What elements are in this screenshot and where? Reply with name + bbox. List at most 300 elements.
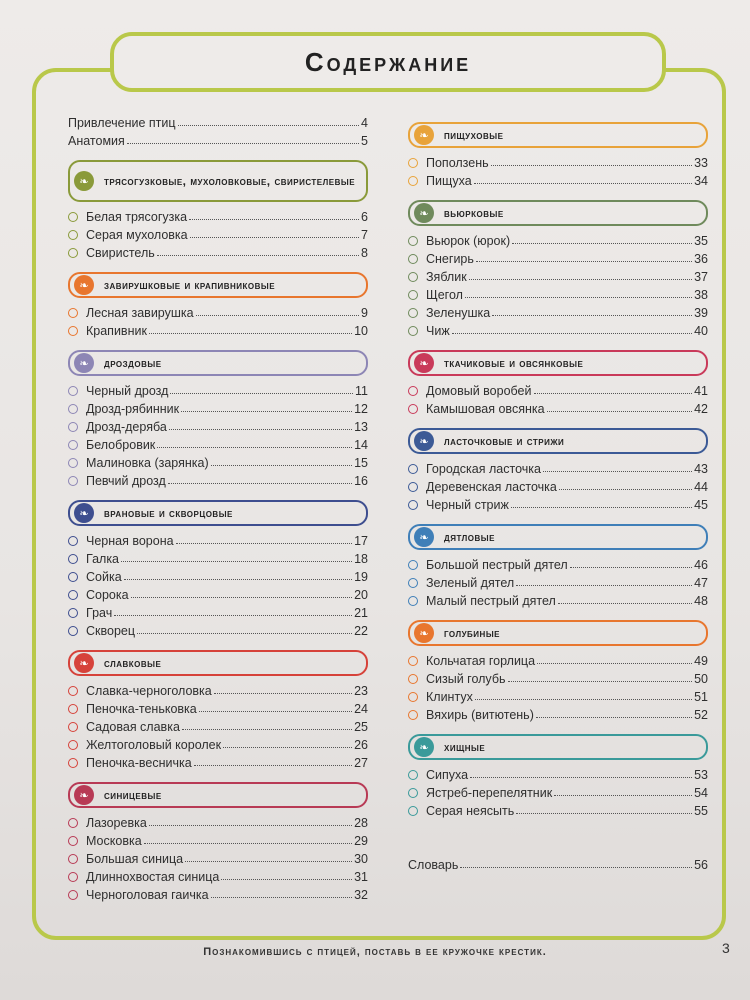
left-column	[68, 112, 368, 902]
intro-page: 5	[361, 134, 368, 148]
page-ref: 52	[694, 708, 708, 722]
leader-dots	[460, 866, 692, 868]
leader-dots	[536, 716, 692, 718]
bird-name: Большая синица	[86, 852, 184, 866]
title-banner	[110, 32, 666, 92]
checkbox-circle[interactable]	[68, 476, 78, 486]
page-ref: 16	[354, 474, 368, 488]
checkbox-circle[interactable]	[408, 158, 418, 168]
section-group	[408, 734, 708, 818]
leader-dots	[182, 728, 352, 730]
leader-dots	[470, 776, 692, 778]
page-ref: 28	[354, 816, 368, 830]
bird-name: Поползень	[426, 156, 489, 170]
section-heading	[68, 350, 368, 376]
list-item	[68, 812, 368, 830]
leader-dots	[127, 142, 359, 144]
checkbox-circle[interactable]	[68, 554, 78, 564]
list-item	[408, 152, 708, 170]
page-ref: 49	[694, 654, 708, 668]
section-heading-label: славковые	[104, 655, 162, 670]
page-ref: 34	[694, 174, 708, 188]
checkbox-circle[interactable]	[408, 290, 418, 300]
page-ref: 30	[354, 852, 368, 866]
section-heading	[68, 650, 368, 676]
page-ref: 46	[694, 558, 708, 572]
list-item	[68, 398, 368, 416]
checkbox-circle[interactable]	[68, 308, 78, 318]
list-item	[408, 704, 708, 722]
section-group	[68, 350, 368, 488]
section-heading	[408, 428, 708, 454]
right-column	[408, 122, 708, 872]
bird-name: Зяблик	[426, 270, 467, 284]
page-ref: 32	[354, 888, 368, 902]
intro-page: 4	[361, 116, 368, 130]
glossary-line	[408, 854, 708, 872]
glossary-page: 56	[694, 858, 708, 872]
page-ref: 23	[354, 684, 368, 698]
section-heading-label: врановые и скворцовые	[104, 505, 233, 520]
leader-dots	[516, 812, 692, 814]
bird-name: Скворец	[86, 624, 136, 638]
bird-name: Вьюрок (юрок)	[426, 234, 511, 248]
page-ref: 21	[354, 606, 368, 620]
leader-dots	[114, 614, 352, 616]
checkbox-circle[interactable]	[68, 386, 78, 396]
page-ref: 20	[354, 588, 368, 602]
page-ref: 26	[354, 738, 368, 752]
list-item	[408, 686, 708, 704]
leader-dots	[474, 182, 692, 184]
list-item	[408, 248, 708, 266]
page-ref: 31	[354, 870, 368, 884]
page-ref: 37	[694, 270, 708, 284]
section-heading	[68, 782, 368, 808]
page-ref: 35	[694, 234, 708, 248]
list-item	[408, 398, 708, 416]
leader-dots	[469, 278, 692, 280]
checkbox-circle[interactable]	[408, 710, 418, 720]
list-item	[68, 206, 368, 224]
list-item	[68, 470, 368, 488]
leader-dots	[516, 584, 692, 586]
intro-label: Анатомия	[68, 134, 125, 148]
leader-dots	[196, 314, 359, 316]
bird-icon: ❧	[74, 503, 94, 523]
list-item	[68, 584, 368, 602]
checkbox-circle[interactable]	[68, 458, 78, 468]
leader-dots	[554, 794, 692, 796]
bird-name: Грач	[86, 606, 113, 620]
section-heading-label: дроздовые	[104, 355, 162, 370]
bird-name: Домовый воробей	[426, 384, 532, 398]
bird-name: Вяхирь (витютень)	[426, 708, 534, 722]
checkbox-circle[interactable]	[408, 806, 418, 816]
checkbox-circle[interactable]	[408, 464, 418, 474]
leader-dots	[170, 392, 353, 394]
bird-name: Сипуха	[426, 768, 469, 782]
bird-name: Лазоревка	[86, 816, 147, 830]
leader-dots	[452, 332, 692, 334]
footer-instruction: Познакомившись с птицей, поставь в ее кружочке крестик.	[203, 946, 547, 958]
page-ref: 40	[694, 324, 708, 338]
checkbox-circle[interactable]	[68, 704, 78, 714]
bird-name: Сойка	[86, 570, 122, 584]
glossary-label: Словарь	[408, 858, 459, 872]
checkbox-circle[interactable]	[68, 326, 78, 336]
page-ref: 44	[694, 480, 708, 494]
bird-name: Пеночка-теньковка	[86, 702, 197, 716]
checkbox-circle[interactable]	[408, 254, 418, 264]
section-heading	[68, 272, 368, 298]
page-ref: 29	[354, 834, 368, 848]
list-item	[408, 764, 708, 782]
bird-icon: ❧	[414, 125, 434, 145]
checkbox-circle[interactable]	[68, 758, 78, 768]
checkbox-circle[interactable]	[408, 272, 418, 282]
bird-name: Чиж	[426, 324, 450, 338]
bird-icon: ❧	[74, 353, 94, 373]
checkbox-circle[interactable]	[408, 236, 418, 246]
checkbox-circle[interactable]	[68, 740, 78, 750]
leader-dots	[465, 296, 692, 298]
bird-name: Свиристель	[86, 246, 155, 260]
bird-name: Крапивник	[86, 324, 147, 338]
leader-dots	[475, 698, 692, 700]
bird-name: Садовая славка	[86, 720, 180, 734]
left-groups	[68, 160, 368, 902]
checkbox-circle[interactable]	[408, 674, 418, 684]
bird-name: Московка	[86, 834, 142, 848]
checkbox-circle[interactable]	[68, 854, 78, 864]
bird-name: Желтоголовый королек	[86, 738, 222, 752]
list-item	[68, 566, 368, 584]
list-item	[68, 380, 368, 398]
bird-name: Сизый голубь	[426, 672, 506, 686]
checkbox-circle[interactable]	[68, 536, 78, 546]
checkbox-circle[interactable]	[68, 626, 78, 636]
bird-name: Серая мухоловка	[86, 228, 188, 242]
page-ref: 33	[694, 156, 708, 170]
bird-name: Черноголовая гаичка	[86, 888, 209, 902]
leader-dots	[149, 824, 352, 826]
checkbox-circle[interactable]	[68, 422, 78, 432]
page-ref: 53	[694, 768, 708, 782]
bird-name: Снегирь	[426, 252, 474, 266]
bird-icon: ❧	[414, 527, 434, 547]
checkbox-circle[interactable]	[68, 836, 78, 846]
leader-dots	[512, 242, 692, 244]
section-group	[408, 428, 708, 512]
leader-dots	[176, 542, 353, 544]
leader-dots	[537, 662, 692, 664]
section-group	[408, 350, 708, 416]
page-ref: 19	[354, 570, 368, 584]
list-item	[68, 698, 368, 716]
bird-icon: ❧	[414, 353, 434, 373]
leader-dots	[194, 764, 352, 766]
checkbox-circle[interactable]	[408, 500, 418, 510]
bird-name: Малый пестрый дятел	[426, 594, 556, 608]
list-item	[408, 284, 708, 302]
bird-icon: ❧	[74, 171, 94, 191]
list-item	[408, 668, 708, 686]
page-ref: 9	[361, 306, 368, 320]
checkbox-circle[interactable]	[68, 248, 78, 258]
checkbox-circle[interactable]	[408, 404, 418, 414]
bird-name: Щегол	[426, 288, 463, 302]
bird-name: Сорока	[86, 588, 129, 602]
leader-dots	[214, 692, 352, 694]
list-item	[68, 866, 368, 884]
page-ref: 55	[694, 804, 708, 818]
checkbox-circle[interactable]	[408, 386, 418, 396]
section-heading-label: ткачиковые и овсянковые	[444, 355, 584, 370]
bird-icon: ❧	[414, 623, 434, 643]
page-ref: 54	[694, 786, 708, 800]
section-heading	[68, 160, 368, 202]
list-item	[408, 380, 708, 398]
list-item	[68, 530, 368, 548]
page-ref: 51	[694, 690, 708, 704]
leader-dots	[149, 332, 352, 334]
leader-dots	[508, 680, 693, 682]
leader-dots	[558, 602, 692, 604]
page-title: Содержание	[304, 46, 472, 77]
checkbox-circle[interactable]	[68, 686, 78, 696]
leader-dots	[157, 446, 352, 448]
leader-dots	[570, 566, 692, 568]
bird-name: Малиновка (зарянка)	[86, 456, 209, 470]
bird-name: Лесная завирушка	[86, 306, 194, 320]
page-ref: 17	[354, 534, 368, 548]
list-item	[408, 476, 708, 494]
list-item	[68, 620, 368, 638]
leader-dots	[185, 860, 352, 862]
bird-name: Камышовая овсянка	[426, 402, 545, 416]
bird-icon: ❧	[414, 737, 434, 757]
checkbox-circle[interactable]	[68, 212, 78, 222]
page-ref: 11	[355, 384, 368, 398]
page-ref: 6	[361, 210, 368, 224]
page-ref: 45	[694, 498, 708, 512]
checkbox-circle[interactable]	[68, 890, 78, 900]
bird-name: Большой пестрый дятел	[426, 558, 568, 572]
checkbox-circle[interactable]	[408, 176, 418, 186]
section-group	[408, 524, 708, 608]
page-ref: 50	[694, 672, 708, 686]
leader-dots	[181, 410, 352, 412]
section-heading-label: дятловые	[444, 529, 495, 544]
checkbox-circle[interactable]	[408, 578, 418, 588]
leader-dots	[168, 482, 352, 484]
page-ref: 22	[354, 624, 368, 638]
checkbox-circle[interactable]	[68, 230, 78, 240]
leader-dots	[169, 428, 352, 430]
leader-dots	[511, 506, 692, 508]
checkbox-circle[interactable]	[68, 404, 78, 414]
page-ref: 39	[694, 306, 708, 320]
list-item	[408, 320, 708, 338]
checkbox-circle[interactable]	[68, 608, 78, 618]
page-ref: 38	[694, 288, 708, 302]
checkbox-circle[interactable]	[68, 872, 78, 882]
section-heading	[68, 500, 368, 526]
list-item	[68, 716, 368, 734]
page-ref: 14	[354, 438, 368, 452]
bird-name: Клинтух	[426, 690, 473, 704]
page-ref: 36	[694, 252, 708, 266]
leader-dots	[543, 470, 692, 472]
list-item	[68, 680, 368, 698]
intro-line	[68, 130, 368, 148]
leader-dots	[144, 842, 352, 844]
section-heading-label: синицевые	[104, 787, 162, 802]
list-item	[68, 752, 368, 770]
checkbox-circle[interactable]	[68, 818, 78, 828]
bird-name: Белая трясогузка	[86, 210, 188, 224]
bird-name: Городская ласточка	[426, 462, 541, 476]
list-item	[68, 452, 368, 470]
section-group	[68, 500, 368, 638]
list-item	[408, 572, 708, 590]
bird-name: Зеленушка	[426, 306, 491, 320]
list-item	[408, 266, 708, 284]
bird-name: Певчий дрозд	[86, 474, 166, 488]
page-ref: 8	[361, 246, 368, 260]
page-ref: 18	[354, 552, 368, 566]
bird-icon: ❧	[74, 785, 94, 805]
leader-dots	[223, 746, 352, 748]
leader-dots	[190, 236, 359, 238]
checkbox-circle[interactable]	[408, 770, 418, 780]
page-ref: 24	[354, 702, 368, 716]
leader-dots	[121, 560, 352, 562]
page-number: 3	[722, 940, 730, 956]
leader-dots	[221, 878, 352, 880]
list-item	[68, 416, 368, 434]
bird-name: Черная ворона	[86, 534, 174, 548]
checkbox-circle[interactable]	[68, 572, 78, 582]
section-heading-label: вьюрковые	[444, 205, 504, 220]
checkbox-circle[interactable]	[408, 788, 418, 798]
section-group	[68, 782, 368, 902]
bird-name: Дрозд-рябинник	[86, 402, 180, 416]
right-groups	[408, 122, 708, 818]
leader-dots	[178, 124, 360, 126]
checkbox-circle[interactable]	[408, 596, 418, 606]
section-group	[408, 200, 708, 338]
page-ref: 41	[694, 384, 708, 398]
list-item	[408, 170, 708, 188]
list-item	[68, 734, 368, 752]
bird-name: Зеленый дятел	[426, 576, 515, 590]
leader-dots	[199, 710, 352, 712]
checkbox-circle[interactable]	[408, 326, 418, 336]
list-item	[68, 884, 368, 902]
section-heading	[408, 350, 708, 376]
section-heading-label: завирушковые и крапивниковые	[104, 277, 276, 292]
page-ref: 43	[694, 462, 708, 476]
section-heading-label: трясогузковые, мухоловковые, свиристелевые	[104, 173, 356, 188]
leader-dots	[157, 254, 359, 256]
checkbox-circle[interactable]	[68, 590, 78, 600]
bird-name: Галка	[86, 552, 120, 566]
list-item	[68, 434, 368, 452]
page-ref: 48	[694, 594, 708, 608]
list-item	[68, 242, 368, 260]
page-ref: 12	[354, 402, 368, 416]
checkbox-circle[interactable]	[408, 656, 418, 666]
section-group	[68, 160, 368, 260]
checkbox-circle[interactable]	[68, 440, 78, 450]
bird-icon: ❧	[414, 203, 434, 223]
section-heading	[408, 200, 708, 226]
bird-name: Белобровик	[86, 438, 156, 452]
bird-name: Черный стриж	[426, 498, 509, 512]
leader-dots	[492, 314, 692, 316]
checkbox-circle[interactable]	[408, 308, 418, 318]
checkbox-circle[interactable]	[408, 692, 418, 702]
leader-dots	[491, 164, 692, 166]
page-ref: 10	[354, 324, 368, 338]
bird-icon: ❧	[414, 431, 434, 451]
list-item	[408, 650, 708, 668]
section-heading	[408, 620, 708, 646]
bird-name: Дрозд-деряба	[86, 420, 167, 434]
page-ref: 15	[354, 456, 368, 470]
list-item	[68, 224, 368, 242]
bird-name: Серая неясыть	[426, 804, 515, 818]
leader-dots	[189, 218, 359, 220]
leader-dots	[137, 632, 352, 634]
list-item	[408, 554, 708, 572]
list-item	[68, 848, 368, 866]
bird-name: Кольчатая горлица	[426, 654, 536, 668]
list-item	[408, 458, 708, 476]
leader-dots	[534, 392, 693, 394]
leader-dots	[211, 896, 353, 898]
section-heading	[408, 524, 708, 550]
leader-dots	[131, 596, 353, 598]
bird-name: Деревенская ласточка	[426, 480, 557, 494]
bird-name: Ястреб-перепелятник	[426, 786, 553, 800]
intro-list	[68, 112, 368, 148]
bird-name: Славка-черноголовка	[86, 684, 212, 698]
leader-dots	[559, 488, 692, 490]
page-ref: 13	[354, 420, 368, 434]
section-heading-label: пищуховые	[444, 127, 504, 142]
section-group	[408, 620, 708, 722]
leader-dots	[476, 260, 692, 262]
list-item	[408, 494, 708, 512]
page-ref: 42	[694, 402, 708, 416]
leader-dots	[547, 410, 693, 412]
bird-name: Длиннохвостая синица	[86, 870, 220, 884]
list-item	[408, 800, 708, 818]
checkbox-circle[interactable]	[408, 482, 418, 492]
intro-line	[68, 112, 368, 130]
checkbox-circle[interactable]	[408, 560, 418, 570]
section-group	[408, 122, 708, 188]
section-heading-label: хищные	[444, 739, 486, 754]
list-item	[68, 548, 368, 566]
list-item	[68, 302, 368, 320]
section-heading-label: голубиные	[444, 625, 500, 640]
page-ref: 25	[354, 720, 368, 734]
checkbox-circle[interactable]	[68, 722, 78, 732]
